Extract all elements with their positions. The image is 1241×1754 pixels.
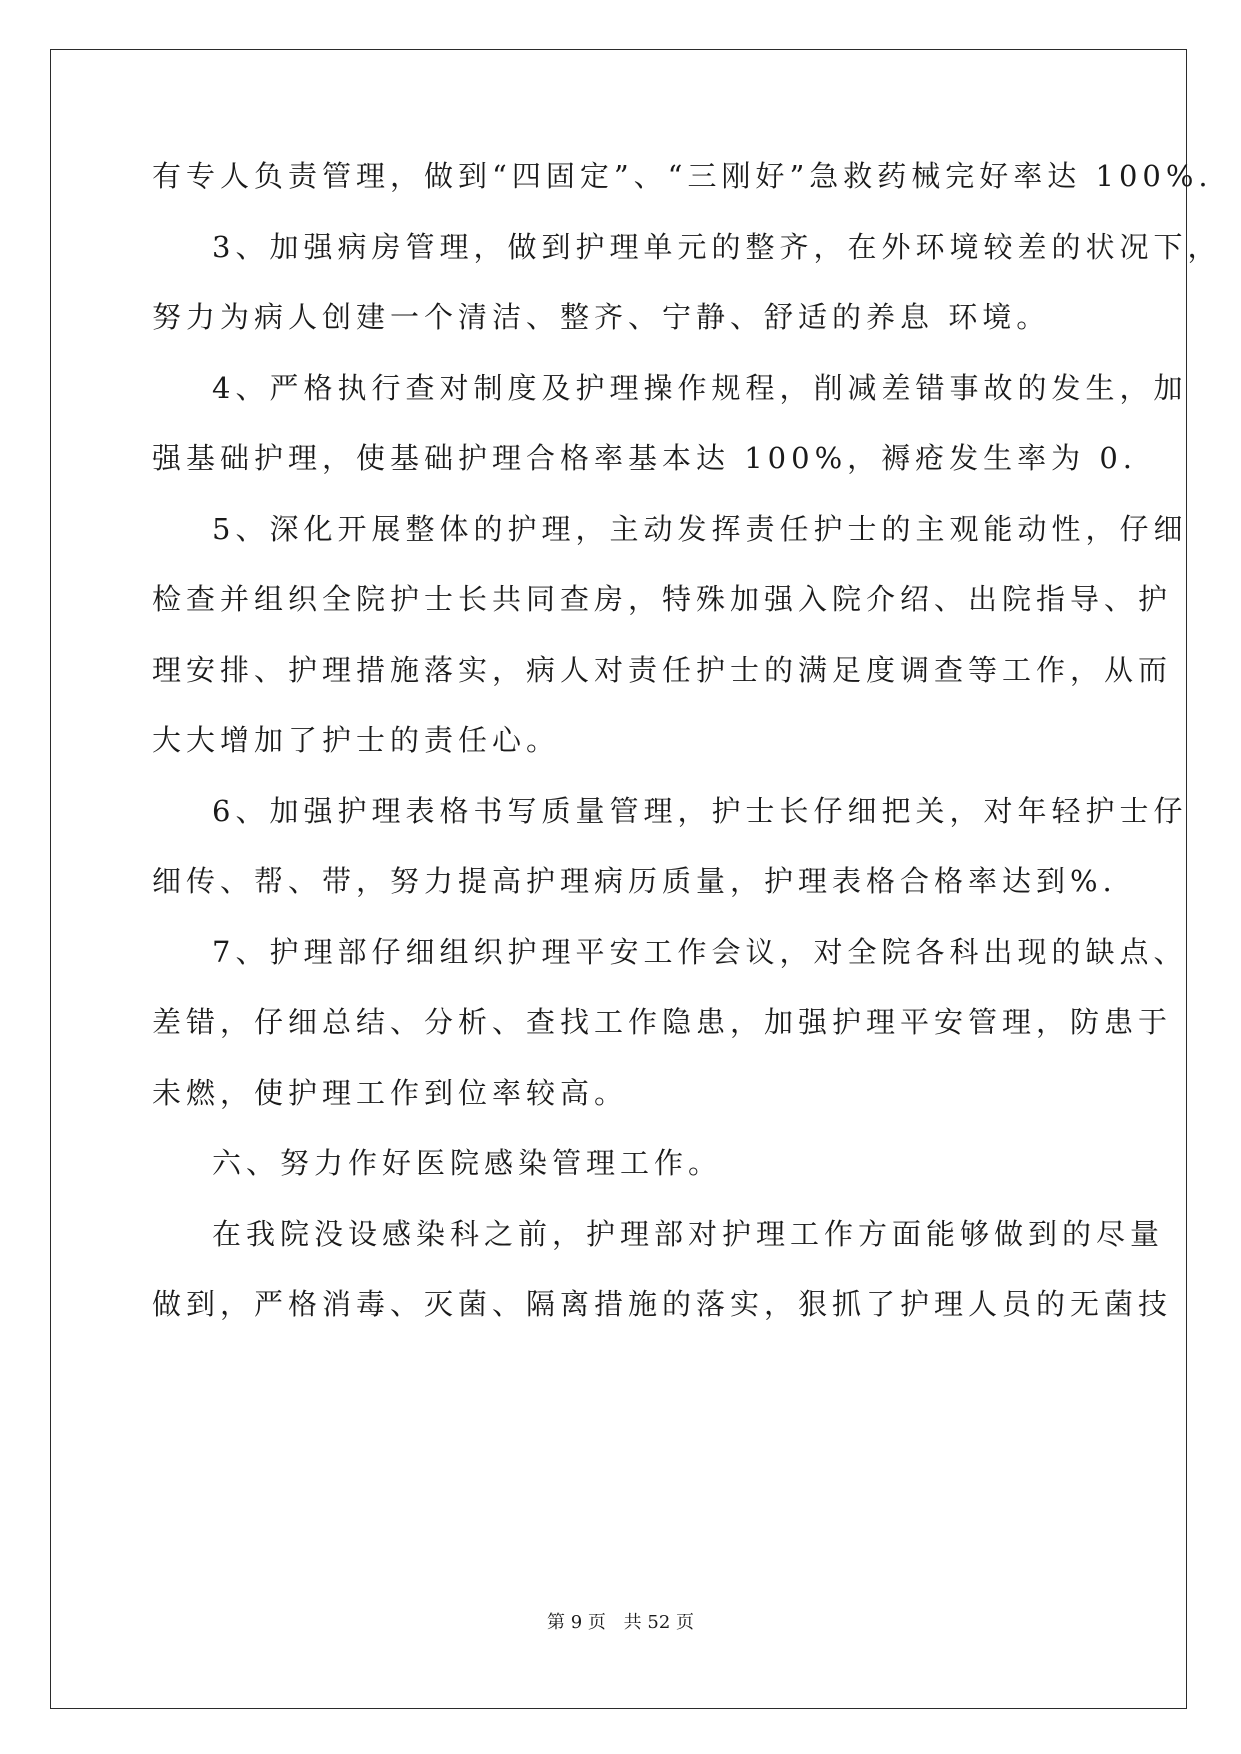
text-line: 努力为病人创建一个清洁、整齐、宁静、舒适的养息 环境。	[152, 300, 1051, 334]
text-line: 强基础护理，使基础护理合格率基本达 100%，褥疮发生率为 0.	[152, 441, 1138, 475]
text-line: 理安排、护理措施落实，病人对责任护士的满足度调查等工作，从而	[152, 653, 1173, 687]
page-number: 第 9 页	[547, 1612, 606, 1633]
text-line: 做到，严格消毒、灭菌、隔离措施的落实，狠抓了护理人员的无菌技	[152, 1287, 1173, 1321]
page-total: 共 52 页	[623, 1612, 694, 1633]
text-line: 3、加强病房管理，做到护理单元的整齐，在外环境较差的状况下，	[212, 230, 1222, 264]
text-line: 差错，仔细总结、分析、查找工作隐患，加强护理平安管理，防患于	[152, 1005, 1173, 1039]
text-line: 6、加强护理表格书写质量管理，护士长仔细把关，对年轻护士仔	[212, 794, 1188, 828]
text-line: 在我院没设感染科之前，护理部对护理工作方面能够做到的尽量	[212, 1217, 1165, 1251]
text-line: 有专人负责管理，做到“四固定”、“三刚好”急救药械完好率达 100%.	[152, 159, 1213, 193]
text-line: 4、严格执行查对制度及护理操作规程，削减差错事故的发生，加	[212, 371, 1188, 405]
text-line: 细传、帮、带，努力提高护理病历质量，护理表格合格率达到%.	[152, 864, 1117, 898]
text-line: 5、深化开展整体的护理，主动发挥责任护士的主观能动性，仔细	[212, 512, 1188, 546]
text-line: 六、努力作好医院感染管理工作。	[212, 1146, 723, 1180]
text-line: 大大增加了护士的责任心。	[152, 723, 561, 757]
text-line: 7、护理部仔细组织护理平安工作会议，对全院各科出现的缺点、	[212, 935, 1188, 969]
text-line: 检查并组织全院护士长共同查房，特殊加强入院介绍、出院指导、护	[152, 582, 1173, 616]
page-footer	[0, 1608, 1241, 1634]
text-line: 未燃，使护理工作到位率较高。	[152, 1076, 629, 1110]
